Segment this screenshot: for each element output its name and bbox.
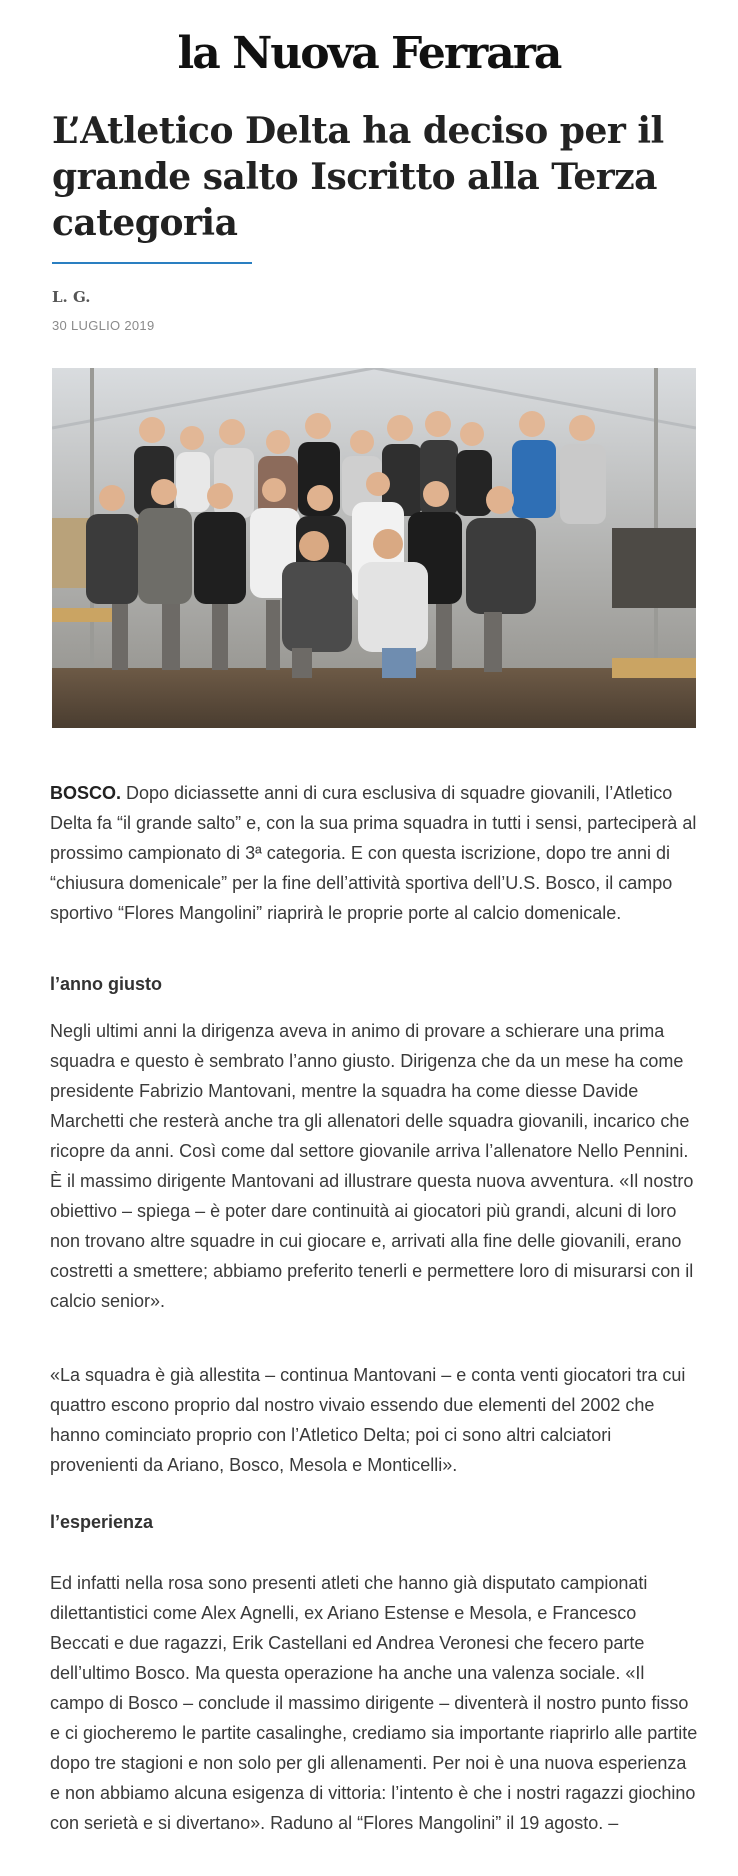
team-photo [52, 368, 696, 728]
lead-text: Dopo diciassette anni di cura esclusiva di squadre giovanili, l’Atletico Delta fa “il grande salto” e, con la sua prima squadra in tutti i sensi, parteciperà al prossimo campionato di 3ª categoria. E con questa iscrizione, dopo tre anni di “chiusura domenicale” per la fine dell’attività sportiva dell’U.S. Bosco, il campo sportivo “Flores Mangolini” riaprirà le proprie porte al calcio domenicale. [50, 783, 697, 923]
lead-dateline: BOSCO. [50, 783, 122, 803]
section-heading-anno-giusto: l’anno giusto [50, 974, 162, 994]
section1-paragraph-2: «La squadra è già allestita – continua Mantovani – e conta venti giocatori tra cui quattro escono proprio dal nostro vivaio essendo due elementi del 2002 che hanno cominciato proprio con l’Atletico Delta; poi ci sono altri calciatori provenienti da Ariano, Bosco, Mesola e Monticelli». [50, 1365, 686, 1475]
article-author: L. G. [52, 288, 91, 306]
section1-paragraph-1: Negli ultimi anni la dirigenza aveva in animo di provare a schierare una prima squadra e questo è sembrato l’anno giusto. Dirigenza che da un mese ha come presidente Fabrizio Mantovani, mentre la squadra ha come diesse Davide Marchetti che resterà anche tra gli allenatori delle squadra giovanili, incarico che ricopre da anni. Così come dal settore giovanile arriva l’allenatore Nello Pennini. È il massimo dirigente Mantovani ad illustrare questa nuova avventura. «Il nostro obiettivo – spiega – è poter dare continuità ai giocatori più grandi, alcuni di loro non trovano altre squadre in cui giocare e, arrivati alla fine delle giovanili, erano costretti a smettere; abbiamo preferito tenerli e permettere loro di misurarsi con il calcio senior». [50, 1021, 694, 1311]
article-date: 30 LUGLIO 2019 [52, 318, 155, 333]
article-lead-paragraph [50, 778, 698, 928]
section-heading-esperienza: l’esperienza [50, 1512, 154, 1532]
title-underline [52, 262, 252, 264]
article-title: L’Atletico Delta ha deciso per il grande salto Iscritto alla Terza categoria [52, 110, 664, 244]
section2-paragraph-1: Ed infatti nella rosa sono presenti atleti che hanno già disputato campionati dilettantistici come Alex Agnelli, ex Ariano Estense e Mesola, e Francesco Beccati e due ragazzi, Erik Castellani ed Andrea Veronesi che fecero parte dell’ultimo Bosco. Ma questa operazione ha anche una valenza sociale. «Il campo di Bosco – conclude il massimo dirigente – diventerà il nostro punto fisso e ci giocheremo le partite casalinghe, crediamo sia importante riaprirlo alle partite dopo tre stagioni e non solo per gli allenamenti. Per noi è una nuova esperienza e non abbiamo alcuna esigenza di vittoria: l’intento è che i nostri ragazzi giochino con serietà e si divertano». Raduno al “Flores Mangolini” il 19 agosto. – [50, 1573, 698, 1833]
masthead-logo[interactable]: la Nuova Ferrara [177, 28, 561, 79]
